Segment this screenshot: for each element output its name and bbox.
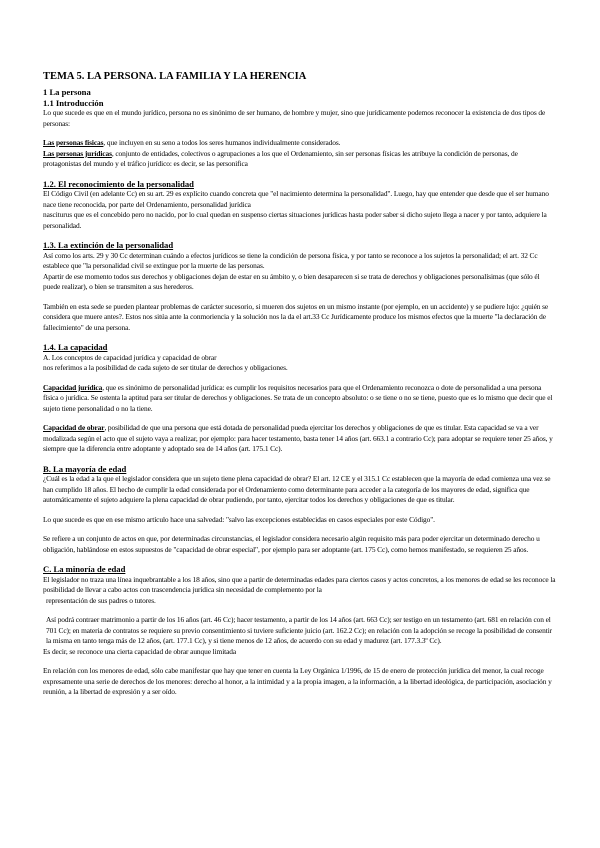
mayoria-paragraph-2: Lo que sucede es que en ese mismo artículo hace una salvedad: "salvo las excepciones establecidas en casos especiales por este Código". (43, 514, 435, 524)
personas-juridicas-paragraph (43, 149, 557, 170)
reconocimiento-paragraph-1: El Código Civil (en adelante Cc) en su art. 29 es explícito cuando concreta que "el nacimiento determina la personalidad". Luego, hay que entender que desde que el ser humano nace tiene reconocida, por parte del Ordenamiento, personalidad jurídica (43, 189, 549, 209)
extincion-paragraph-2: Apartir de ese momento todos sus derechos y obligaciones dejan de estar en su ámbito y, o bien desaparecen si se trata de derechos y obligaciones personalísimas (que sólo él puede realizar), o bien se transmiten a sus herederos. (43, 271, 540, 291)
section-heading-introduccion: 1.1 Introducción (43, 97, 104, 108)
mayoria-paragraph-1: ¿Cuál es la edad a la que el legislador considera que un sujeto tiene plena capacidad de obrar? El art. 12 CE y el 315.1 Cc establecen que la mayoría de edad comienza una vez se han cumplido 18 años. El hecho de cumplir la edad considerada por el Ordenamiento como determinante para acceder a la categoría de los mayores de edad, significa que automáticamente el sujeto adquiere la plena capacidad de obrar pudiendo, por tanto, ejercitar todos los derechos y obligaciones de que es titular. (43, 474, 551, 504)
section-heading-mayoria: B. La mayoría de edad (43, 463, 127, 474)
capacidad-obrar-term: Capacidad de obrar (43, 423, 105, 432)
personas-fisicas-term: Las personas físicas (43, 138, 104, 147)
mayoria-paragraph-3: Se refiere a un conjunto de actos en que, por determinadas circunstancias, el legislador considera necesario algún requisito más para poder ejercitar un determinado derecho u obligación, hablándose en estos supuestos de "capacidad de obrar especial", por ejemplo para ser adoptante (art. 175 Cc), como hemos manifestado, se requieren 25 años. (43, 534, 540, 554)
section-heading-minoria: C. La minoría de edad (43, 564, 126, 574)
section-heading-persona: 1 La persona (43, 87, 91, 97)
minoria-paragraph-2: representación de sus padres o tutores. (46, 595, 156, 605)
reconocimiento-paragraph-2: nasciturus que es el concebido pero no nacido, por lo cual quedan en suspenso ciertas situaciones jurídicas hasta poder saber si dicho sujeto llega a nacer y por tanto, adquiere la personalidad. (43, 210, 547, 230)
capacidad-obrar-text: , posibilidad de que una persona que está dotada de personalidad pueda ejercitar los derechos y obligaciones de que es titular. Esta capacidad se va a ver modalizada según el acto que el sujeto vaya a realizar, por ejemplo: para hacer testamento, basta tener 14 años (art. 663.1 a contrario Cc); para adoptar se requiere tener 25 años, y siempre que la diferencia entre adoptante y adoptado sea de 14 años (art. 175.1 Cc). (43, 423, 553, 453)
minoria-paragraph-4: Es decir, se reconoce una cierta capacidad de obrar aunque limitada (43, 646, 237, 656)
capacidad-juridica-term: Capacidad jurídica (43, 382, 103, 392)
minoria-paragraph-3: Así podrá contraer matrimonio a partir de los 16 años (art. 46 Cc); hacer testamento, a partir de los 14 años (art. 663 Cc); ser testigo en un testamento (art. 681 en relación con el 701 Cc); en materia de contratos se requiere su previo consentimiento si tuviere suficiente juicio (art. 162.2 Cc); en relación con la adopción se recoge la posibilidad de consentir la misma en tanto tenga más de 12 años, (art. 177.1 Cc), y si tiene menos de 12 años, de acuerdo con su edad y madurez (art. 177.3.3º Cc). (46, 615, 553, 645)
section-heading-extincion: 1.3. La extinción de la personalidad (43, 240, 174, 250)
capacidad-subheading: A. Los conceptos de capacidad jurídica y capacidad de obrar (43, 352, 217, 362)
capacidad-paragraph-1: nos referimos a la posibilidad de cada sujeto de ser titular de derechos y obligaciones. (43, 363, 288, 372)
capacidad-juridica-text: , que es sinónimo de personalidad jurídica: es cumplir los requisitos necesarios para que el Ordenamiento reconozca o dote de personalidad a una persona física o jurídica. Se ostenta la aptitud para ser titular de derechos y obligaciones. Se trata de un concepto absoluto: o se tiene o no se tiene, puesto que es lo mismo que decir que el sujeto tiene personalidad o no la tiene. (43, 382, 553, 413)
minoria-paragraph-5: En relación con los menores de edad, sólo cabe manifestar que hay que tener en cuenta la Ley Orgánica 1/1996, de 15 de enero de protección jurídica del menor, la cual recoge expresamente una serie de derechos de los menores: derecho al honor, a la intimidad y a la propia imagen, a la información, a la libertad ideológica, de participación, asociación y reunión, a la libertad de expresión y a ser oído. (43, 666, 552, 696)
capacidad-juridica-paragraph (43, 383, 557, 415)
intro-paragraph: Lo que sucede es que en el mundo jurídico, persona no es sinónimo de ser humano, de hombre y mujer, sino que jurídicamente podemos reconocer la existencia de dos tipos de personas: (43, 108, 546, 128)
personas-juridicas-term: Las personas jurídicas (43, 148, 112, 158)
extincion-paragraph-3: También en esta sede se pueden plantear problemas de carácter sucesorio, si mueren dos sujetos en un mismo instante (por ejemplo, en un accidente) y se pudiere lujo: ¿quién se considera que muere antes?. Estos nos sitúa ante la conmoriencia y la solución nos la da el art.33 Cc Jurídicamente produce los mismos efectos que la muerte "la declaración de fallecimiento" de una persona. (43, 301, 549, 332)
document-title: TEMA 5. LA PERSONA. LA FAMILIA Y LA HERENCIA (43, 71, 307, 82)
personas-fisicas-text: , que incluyen en su seno a todos los seres humanos individualmente considerados. (103, 138, 341, 147)
extincion-paragraph-1: Así como los arts. 29 y 30 Cc determinan cuándo a efectos jurídicos se tiene la condición de persona física, y por tanto se reconoce a los sujetos la personalidad; el art. 32 Cc establece que "la personalidad civil se extingue por la muerte de las personas. (43, 250, 538, 270)
section-heading-reconocimiento: 1.2. El reconocimiento de la personalidad (43, 178, 194, 189)
section-heading-capacidad: 1.4. La capacidad (43, 342, 108, 352)
personas-fisicas-paragraph (43, 138, 557, 149)
capacidad-obrar-paragraph (43, 423, 557, 455)
minoria-paragraph-1: El legislador no traza una línea inquebrantable a los 18 años, sino que a partir de determinadas edades para ciertos casos y actos concretos, a los menores de edad se les reconoce la posibilidad de llevar a cabo actos con trascendencia jurídica sin necesidad de complemento por la (43, 574, 556, 594)
personas-juridicas-text: , conjunto de entidades, colectivos o agrupaciones a los que el Ordenamiento, sin ser personas físicas les atribuye la condición de personas, de protagonistas del mundo y el tráfico jurídico: es decir, se las personifica (43, 148, 518, 168)
document-page (43, 71, 557, 698)
